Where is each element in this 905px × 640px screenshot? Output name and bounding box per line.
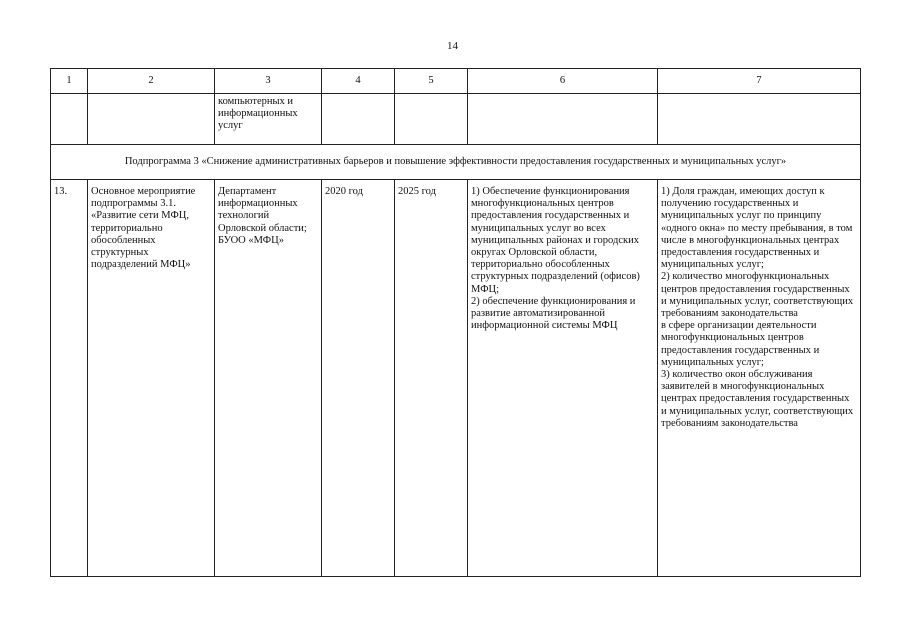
column-header-1: 1 bbox=[51, 69, 88, 94]
page-number: 14 bbox=[447, 40, 458, 52]
cell-empty bbox=[395, 94, 468, 145]
expected-result bbox=[468, 180, 658, 577]
executor-line: БУОО «МФЦ» bbox=[218, 234, 284, 246]
program-table bbox=[50, 68, 861, 577]
indicator-line: 3) количество окон обслуживания заявителей в многофункциональных центрах предоставления государственных и муниципальных услуг, соответствующих требованиям законодательства bbox=[661, 369, 854, 429]
cell-executor-continuation: компьютерных и информационных услуг bbox=[215, 94, 322, 145]
cell-empty bbox=[468, 94, 658, 145]
end-year: 2025 год bbox=[395, 180, 468, 577]
cell-empty bbox=[658, 94, 861, 145]
column-header-2: 2 bbox=[88, 69, 215, 94]
table-row-continuation bbox=[51, 94, 861, 145]
indicator-line: 2) количество многофункциональных центров предоставления государственных и муниципальных услуг, соответствующих требованиям законодательства bbox=[661, 271, 854, 320]
event-name: Основное мероприятие подпрограммы 3.1. «Развитие сети МФЦ, территориально обособленных структурных подразделений МФЦ» bbox=[88, 180, 215, 577]
indicators bbox=[658, 180, 861, 577]
result-line: 1) Обеспечение функционирования многофункциональных центров предоставления государственных и муниципальных услуг во всех муниципальных районах и городских округах Орловской области, территориально обособленных структурных подразделений (офисов) МФЦ; bbox=[471, 186, 640, 295]
result-line: 2) обеспечение функционирования и развитие автоматизированной информационной системы МФЦ bbox=[471, 295, 636, 332]
column-header-4: 4 bbox=[322, 69, 395, 94]
column-header-5: 5 bbox=[395, 69, 468, 94]
executor-line: Департамент информационных технологий Орловской области; bbox=[218, 186, 307, 234]
cell-empty bbox=[322, 94, 395, 145]
column-header-3: 3 bbox=[215, 69, 322, 94]
column-header-6: 6 bbox=[468, 69, 658, 94]
indicator-line: 1) Доля граждан, имеющих доступ к получению государственных и муниципальных услуг по принципу «одного окна» по месту пребывания, в том числе в многофункциональных центрах предоставления государственных и муниципальных услуг; bbox=[661, 186, 853, 271]
column-header-7: 7 bbox=[658, 69, 861, 94]
row-number: 13. bbox=[51, 180, 88, 577]
subprogram-heading: Подпрограмма 3 «Снижение административных барьеров и повышение эффективности предоставления государственных и муниципальных услуг» bbox=[51, 145, 861, 180]
table-header-row bbox=[51, 69, 861, 94]
cell-empty bbox=[51, 94, 88, 145]
indicator-line: в сфере организации деятельности многофункциональных центров предоставления государственных и муниципальных услуг; bbox=[661, 320, 820, 368]
start-year: 2020 год bbox=[322, 180, 395, 577]
subprogram-heading-row bbox=[51, 145, 861, 180]
table-row bbox=[51, 180, 861, 577]
cell-empty bbox=[88, 94, 215, 145]
executor bbox=[215, 180, 322, 577]
